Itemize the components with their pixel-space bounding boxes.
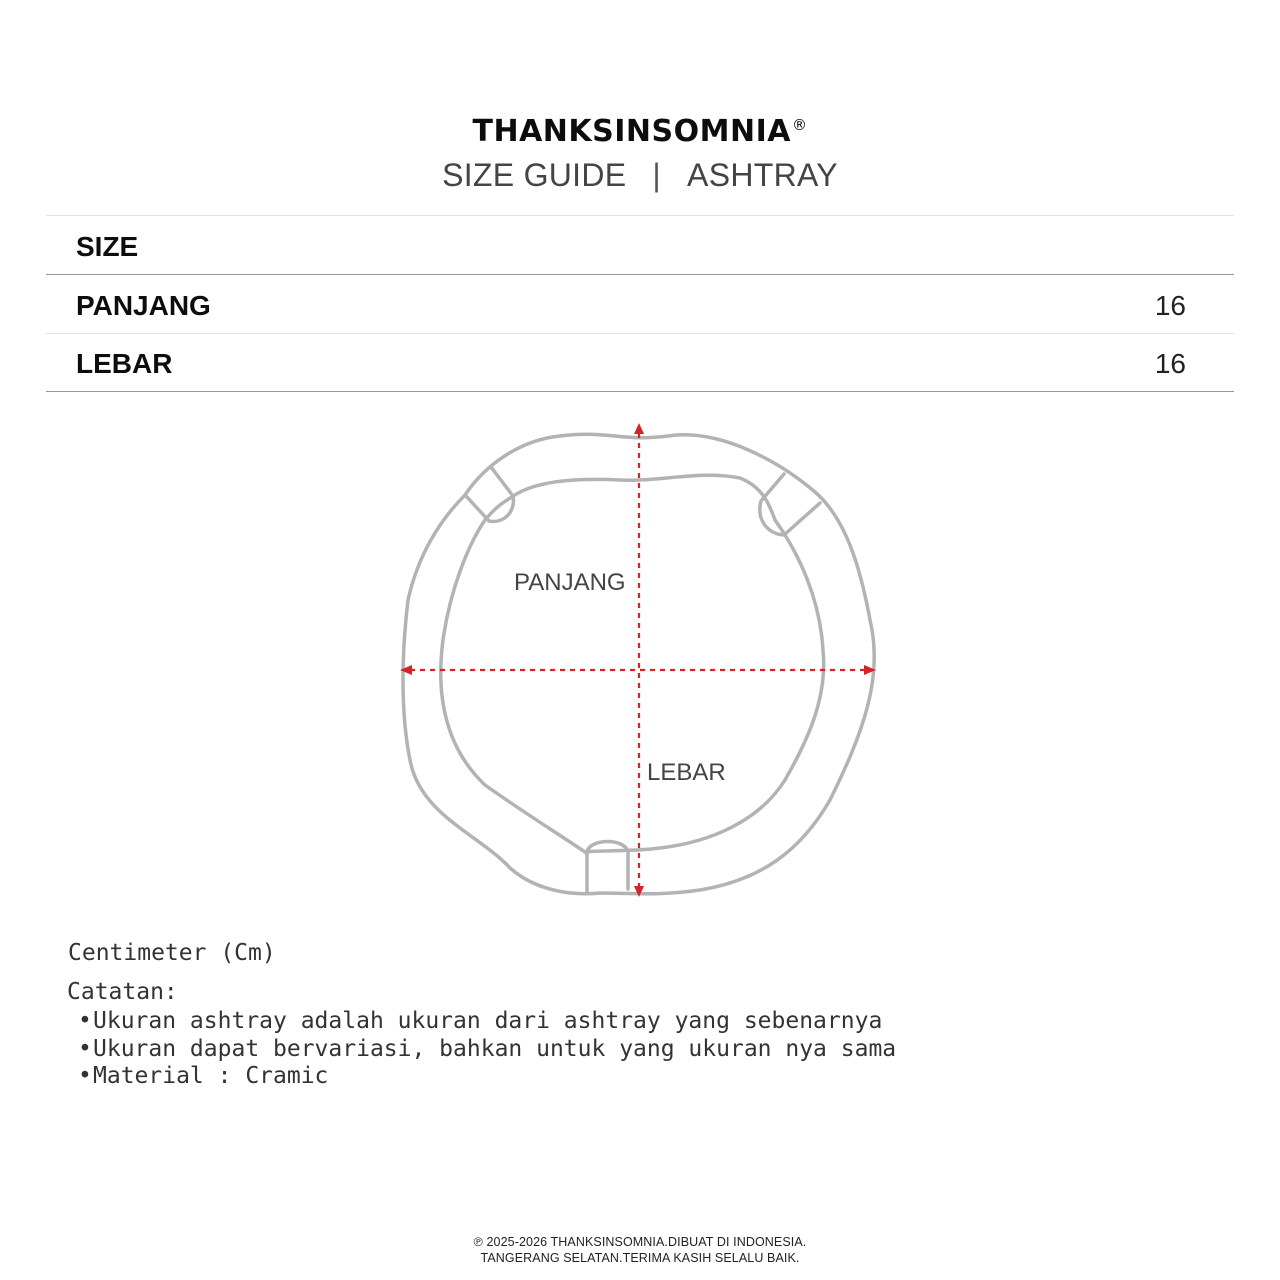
notes-list <box>78 1008 896 1091</box>
note-text: Material : Cramic <box>93 1063 329 1089</box>
subtitle-separator: | <box>652 157 662 193</box>
note-text: Ukuran dapat bervariasi, bahkan untuk yang ukuran nya sama <box>93 1035 897 1062</box>
diagram-label-lebar: LEBAR <box>647 759 726 786</box>
measurement-arrows <box>400 423 876 897</box>
footer-copyright: ℗ 2025-2026 THANKSINSOMNIA.DIBUAT DI INDONESIA. <box>473 1235 807 1249</box>
product-name: ASHTRAY <box>687 157 838 193</box>
notes-title: Catatan: <box>67 979 178 1005</box>
note-text: Ukuran ashtray adalah ukuran dari ashtray yang sebenarnya <box>93 1008 883 1034</box>
table-row-lebar-label: LEBAR <box>76 348 173 379</box>
table-row-divider <box>46 333 1234 334</box>
table-row-panjang-value: 16 <box>1154 290 1186 321</box>
list-item <box>78 1008 896 1036</box>
table-row-panjang-label: PANJANG <box>76 290 211 321</box>
vertical-arrow-top <box>634 423 644 434</box>
guide-label: SIZE GUIDE <box>442 157 627 193</box>
bullet-icon: • <box>78 1063 92 1089</box>
bullet-icon: • <box>78 1008 92 1034</box>
page-subtitle <box>0 157 1280 194</box>
list-item <box>78 1036 896 1064</box>
ashtray-diagram <box>380 410 900 910</box>
table-row-lebar-value: 16 <box>1154 348 1186 379</box>
table-header-size: SIZE <box>76 231 139 262</box>
list-item <box>78 1063 896 1091</box>
unit-label: Centimeter (Cm) <box>68 940 276 966</box>
ashtray-inner-rim <box>441 475 824 852</box>
table-top-divider <box>46 215 1234 216</box>
brand-title <box>0 114 1280 149</box>
bullet-icon: • <box>78 1035 92 1062</box>
diagram-label-panjang: PANJANG <box>514 569 626 596</box>
footer-location: TANGERANG SELATAN.TERIMA KASIH SELALU BAIK. <box>480 1251 800 1265</box>
table-header-divider <box>46 274 1234 275</box>
brand-name: THANKSINSOMNIA <box>472 114 791 149</box>
registered-mark: ® <box>791 116 808 134</box>
table-bottom-divider <box>46 391 1234 392</box>
